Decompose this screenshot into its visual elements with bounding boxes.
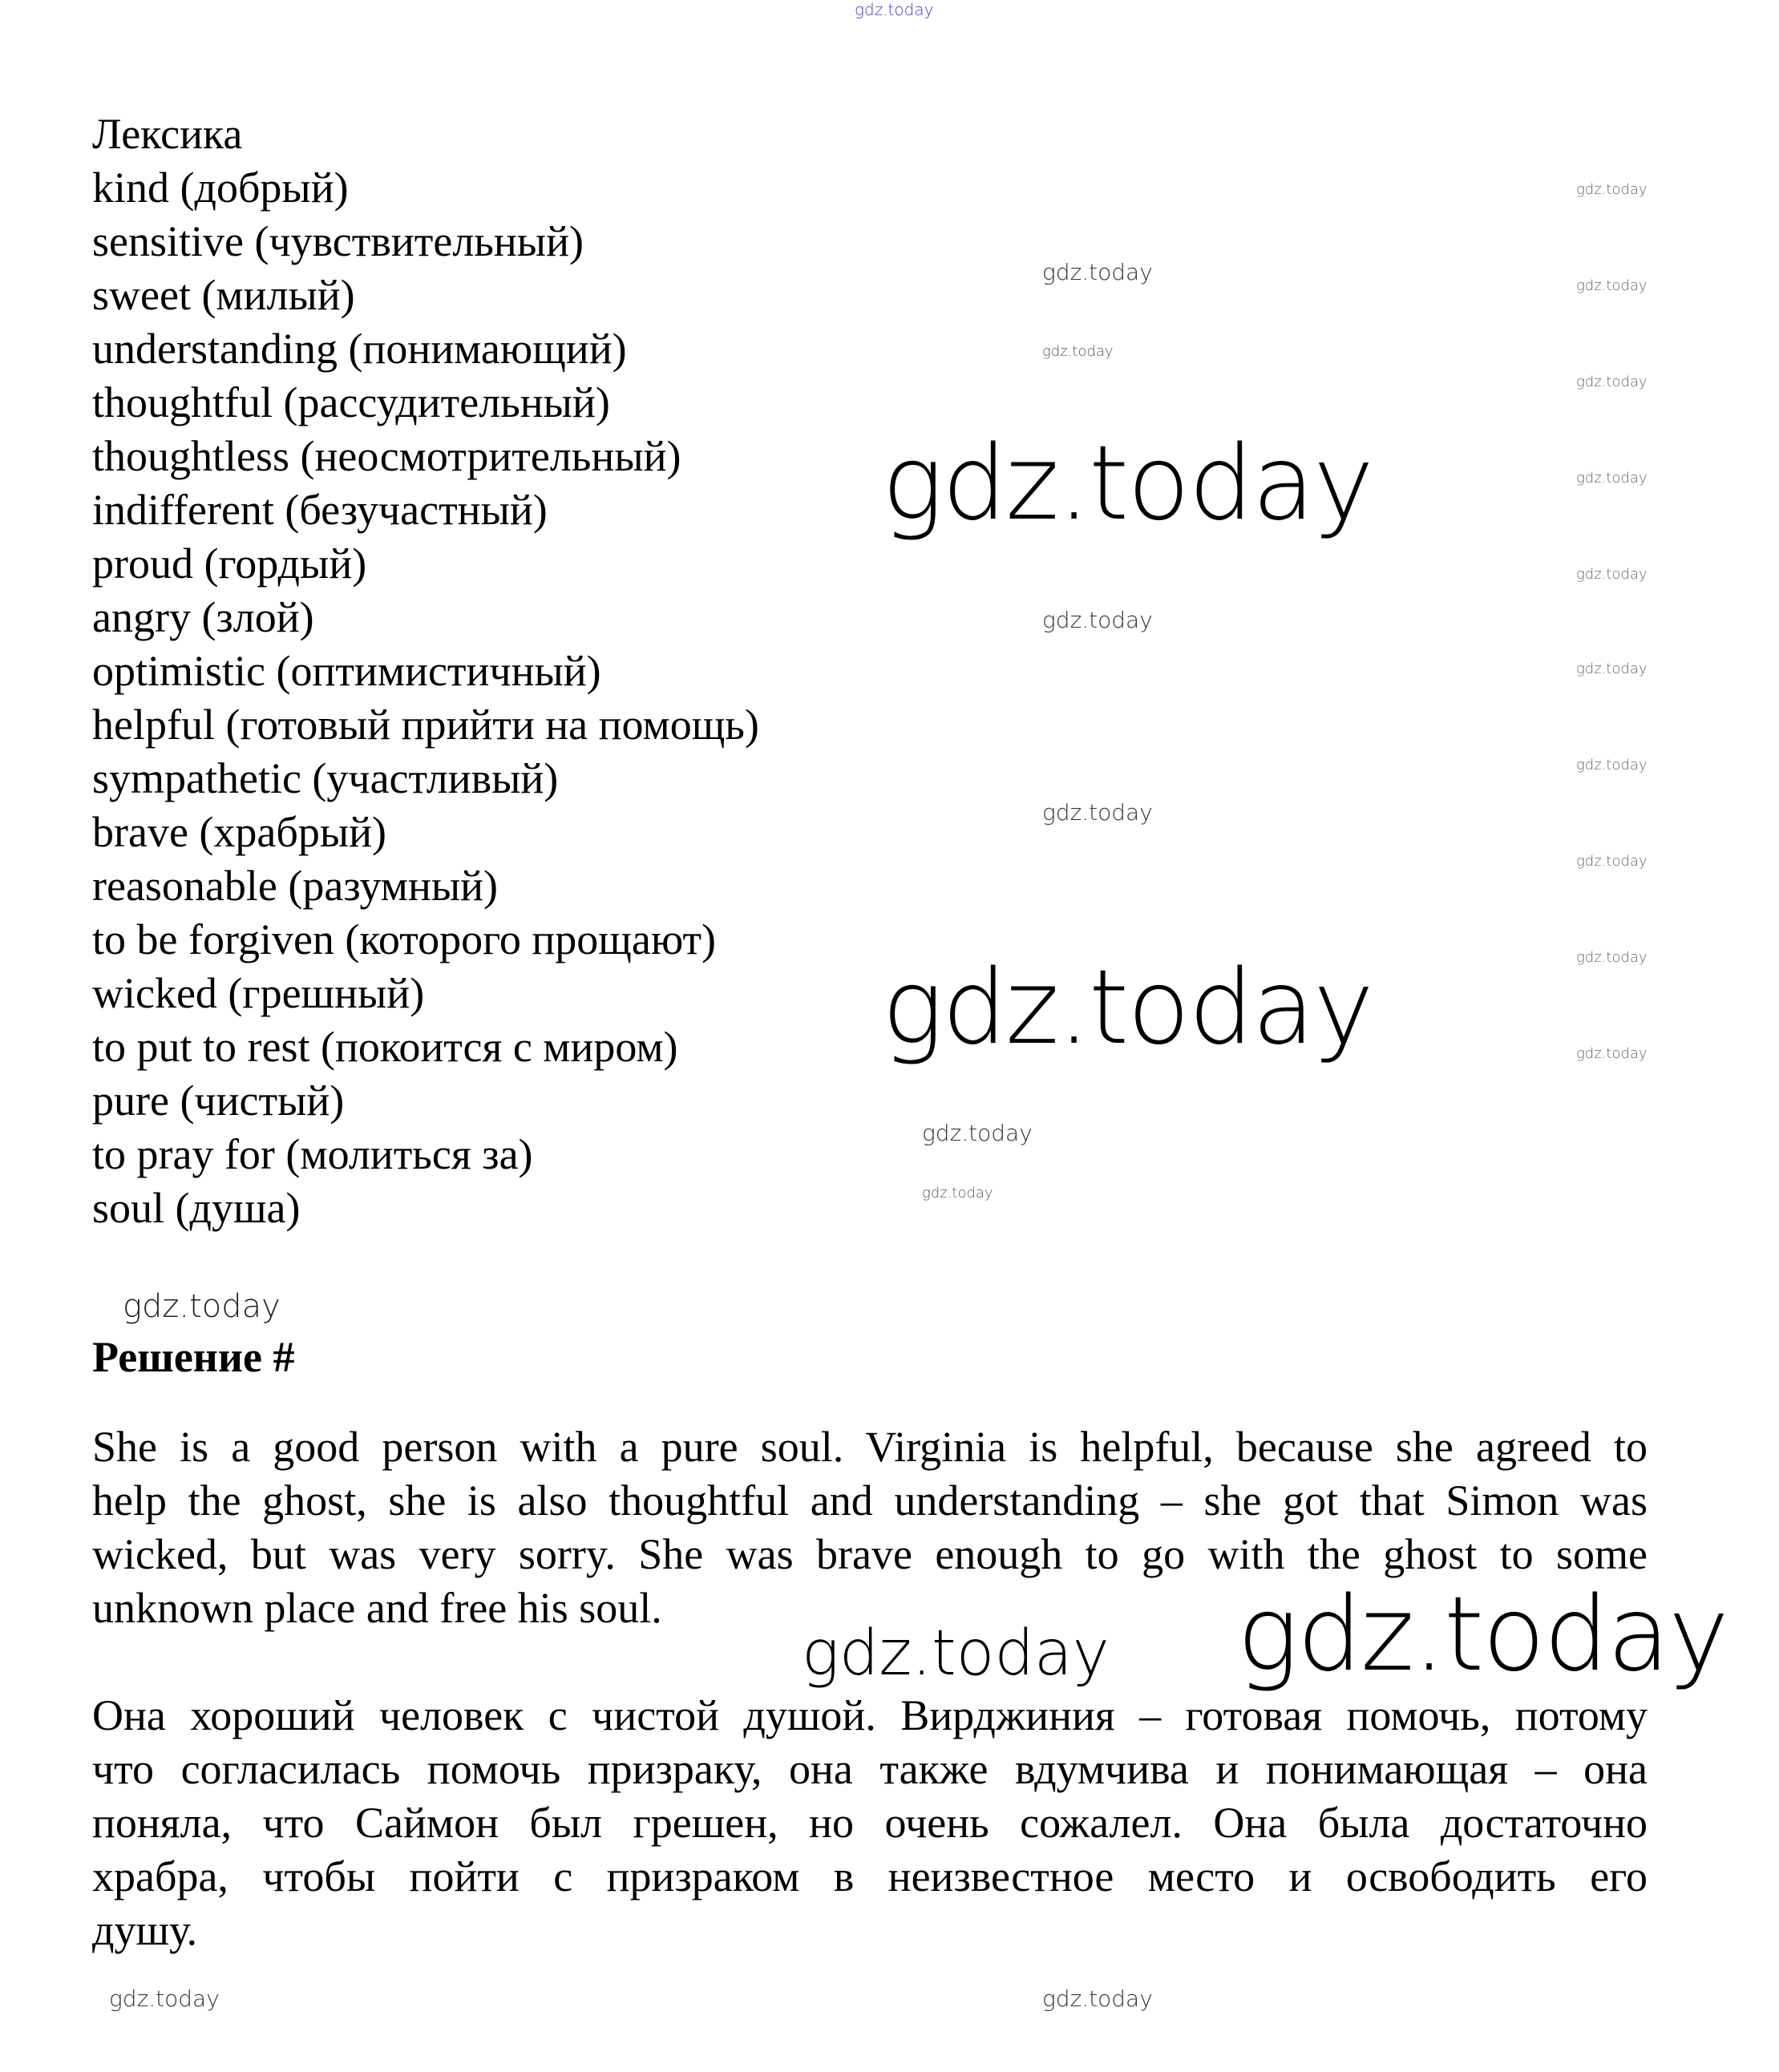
top-watermark: gdz.today <box>855 0 934 19</box>
vocabulary-item: brave (храбрый) <box>92 808 387 856</box>
vocabulary-item: sympathetic (участливый) <box>92 754 559 802</box>
watermark: gdz.today <box>1576 374 1648 390</box>
watermark: gdz.today <box>1237 1575 1728 1694</box>
paragraph-line: душу. <box>92 1906 198 1954</box>
solution-heading: Решение # <box>92 1333 295 1381</box>
watermark: gdz.today <box>1042 607 1153 633</box>
vocabulary-item: thoughtful (рассудительный) <box>92 378 610 426</box>
vocabulary-item: sensitive (чувствительный) <box>92 217 584 265</box>
paragraph-line: She is a good person with a pure soul. Virginia is helpful, because she agreed to <box>92 1423 1648 1471</box>
watermark: gdz.today <box>1576 660 1648 677</box>
vocabulary-item: to be forgiven (которого прощают) <box>92 915 717 963</box>
watermark: gdz.today <box>802 1618 1110 1690</box>
watermark: gdz.today <box>1576 566 1648 583</box>
vocabulary-item: optimistic (оптимистичный) <box>92 647 601 695</box>
watermark: gdz.today <box>882 948 1373 1068</box>
paragraph-line: храбра, чтобы пойти с призраком в неизвестное место и освободить его <box>92 1852 1648 1900</box>
paragraph-line: wicked, but was very sorry. She was brave enough to go with the ghost to some <box>92 1530 1648 1578</box>
vocabulary-item: pure (чистый) <box>92 1076 345 1125</box>
watermark: gdz.today <box>1576 949 1648 966</box>
watermark: gdz.today <box>1042 343 1114 360</box>
paragraph-line: что согласилась помочь призраку, она также вдумчива и понимающая – она <box>92 1745 1648 1793</box>
watermark: gdz.today <box>1042 799 1153 826</box>
vocabulary-item: helpful (готовый прийти на помощь) <box>92 701 759 749</box>
paragraph-line: help the ghost, she is also thoughtful and understanding – she got that Simon was <box>92 1476 1648 1525</box>
vocabulary-item: indifferent (безучастный) <box>92 486 548 534</box>
watermark: gdz.today <box>1576 757 1648 773</box>
vocabulary-item: angry (злой) <box>92 593 314 641</box>
watermark: gdz.today <box>109 1985 220 2012</box>
vocabulary-item: reasonable (разумный) <box>92 862 499 910</box>
vocabulary-item: proud (гордый) <box>92 539 367 588</box>
vocabulary-item: understanding (понимающий) <box>92 325 627 373</box>
watermark: gdz.today <box>922 1120 1033 1146</box>
watermark: gdz.today <box>1042 259 1153 285</box>
watermark: gdz.today <box>1576 470 1648 487</box>
vocabulary-title: Лексика <box>92 110 243 158</box>
paragraph-line: unknown place and free his soul. <box>92 1584 662 1632</box>
vocabulary-item: thoughtless (неосмотрительный) <box>92 432 681 480</box>
vocabulary-item: soul (душа) <box>92 1184 301 1232</box>
watermark: gdz.today <box>1576 181 1648 198</box>
watermark: gdz.today <box>1576 1045 1648 1062</box>
paragraph-line: Она хороший человек с чистой душой. Вирджиния – готовая помочь, потому <box>92 1691 1648 1739</box>
watermark: gdz.today <box>922 1185 993 1202</box>
vocabulary-item: to pray for (молиться за) <box>92 1130 533 1178</box>
vocabulary-item: sweet (милый) <box>92 271 355 319</box>
watermark: gdz.today <box>882 424 1373 543</box>
vocabulary-item: to put to rest (покоится с миром) <box>92 1023 678 1071</box>
watermark: gdz.today <box>1576 853 1648 870</box>
vocabulary-item: wicked (грешный) <box>92 969 425 1017</box>
watermark: gdz.today <box>1042 1985 1153 2012</box>
paragraph-line: поняла, что Саймон был грешен, но очень сожалел. Она была достаточно <box>92 1799 1648 1847</box>
watermark: gdz.today <box>123 1288 281 1325</box>
vocabulary-item: kind (добрый) <box>92 164 349 212</box>
watermark: gdz.today <box>1576 277 1648 294</box>
